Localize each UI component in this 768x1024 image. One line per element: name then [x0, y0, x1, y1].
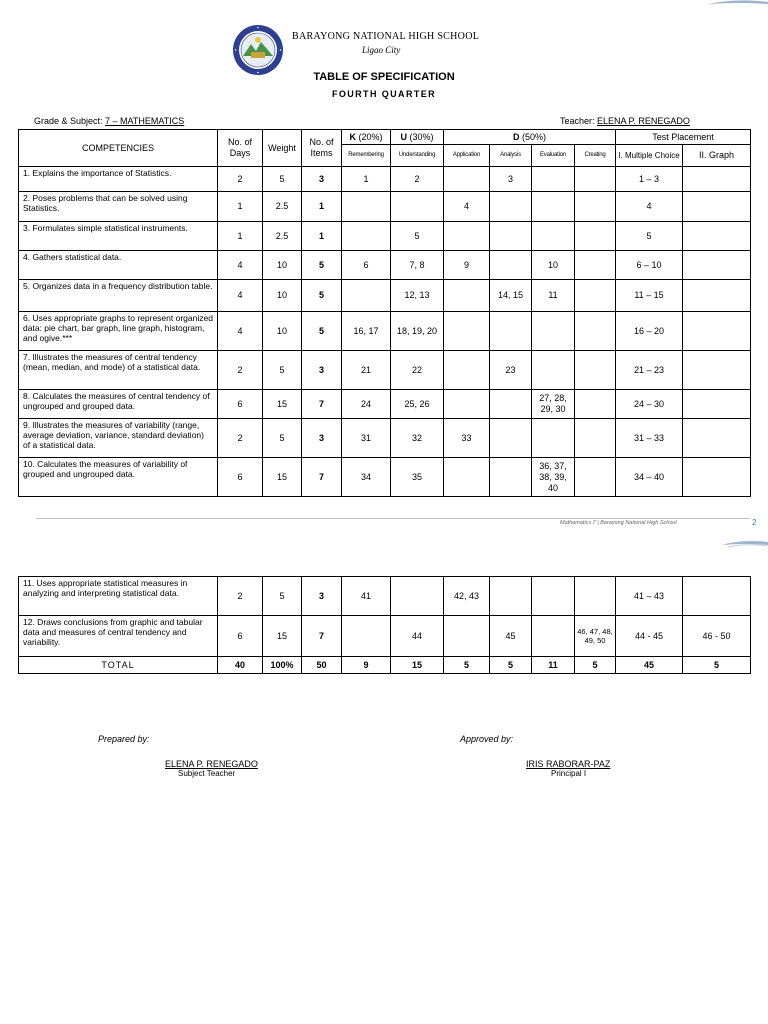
specification-table-continued: [18, 576, 751, 674]
cell-items: 3: [302, 419, 342, 458]
table-row: [19, 390, 751, 419]
school-name: BARAYONG NATIONAL HIGH SCHOOL: [292, 31, 480, 42]
cell-competency: 3. Formulates simple statistical instruments.: [19, 222, 218, 251]
cell-analysis: [490, 390, 532, 419]
cell-days: 4: [218, 312, 263, 351]
cell-weight: 15: [263, 390, 302, 419]
cell-creating: 46, 47, 48, 49, 50: [575, 616, 616, 657]
cell-weight: 5: [263, 419, 302, 458]
cell-remembering: 1: [342, 167, 391, 192]
cell-creating: [575, 390, 616, 419]
cell-evaluation: 36, 37, 38, 39, 40: [532, 458, 575, 497]
cell-evaluation: 27, 28, 29, 30: [532, 390, 575, 419]
cell-creating: [575, 167, 616, 192]
cell-graph: 46 - 50: [683, 616, 751, 657]
cell-creating: [575, 577, 616, 616]
cell-analysis: [490, 419, 532, 458]
grade-subject-label: Grade & Subject:: [34, 116, 106, 126]
total-understanding: 15: [391, 657, 444, 674]
header-competencies: COMPETENCIES: [19, 130, 218, 167]
cell-analysis: 14, 15: [490, 280, 532, 312]
header-weight: Weight: [263, 130, 302, 167]
cell-multiple-choice: 4: [616, 192, 683, 222]
cell-understanding: 5: [391, 222, 444, 251]
total-multiple-choice: 45: [616, 657, 683, 674]
cell-creating: [575, 192, 616, 222]
cell-analysis: [490, 192, 532, 222]
cell-days: 6: [218, 616, 263, 657]
cell-understanding: 7, 8: [391, 251, 444, 280]
cell-days: 1: [218, 192, 263, 222]
cell-remembering: 24: [342, 390, 391, 419]
cell-graph: [683, 351, 751, 390]
cell-application: [444, 167, 490, 192]
cell-multiple-choice: 31 – 33: [616, 419, 683, 458]
cell-competency: 10. Calculates the measures of variability of grouped and ungrouped data.: [19, 458, 218, 497]
cell-remembering: 31: [342, 419, 391, 458]
cell-items: 5: [302, 280, 342, 312]
cell-creating: [575, 351, 616, 390]
cell-items: 1: [302, 222, 342, 251]
header-evaluation: Evaluation: [532, 145, 575, 167]
approved-by-name: IRIS RABORAR-PAZ: [526, 759, 611, 769]
header-u-letter: U: [400, 131, 407, 142]
cell-remembering: [342, 192, 391, 222]
cell-analysis: [490, 458, 532, 497]
header-creating: Creating: [575, 145, 616, 167]
header-remembering: Remembering: [342, 145, 391, 167]
header-items: No. of Items: [302, 130, 342, 167]
cell-understanding: [391, 577, 444, 616]
cell-items: 7: [302, 616, 342, 657]
school-city: Ligao City: [362, 45, 401, 55]
table-row: [19, 351, 751, 390]
cell-competency: 6. Uses appropriate graphs to represent organized data: pie chart, bar graph, line graph, histogram, and ogive.***: [19, 312, 218, 351]
cell-days: 2: [218, 351, 263, 390]
page-number: 2: [752, 518, 757, 527]
cell-weight: 10: [263, 251, 302, 280]
cell-remembering: 16, 17: [342, 312, 391, 351]
cell-application: [444, 312, 490, 351]
cell-graph: [683, 390, 751, 419]
total-analysis: 5: [490, 657, 532, 674]
cell-analysis: 45: [490, 616, 532, 657]
approved-by-role: Principal I: [551, 769, 587, 778]
total-items: 50: [302, 657, 342, 674]
cell-graph: [683, 419, 751, 458]
table-row: [19, 419, 751, 458]
cell-understanding: 25, 26: [391, 390, 444, 419]
cell-days: 2: [218, 577, 263, 616]
cell-analysis: [490, 577, 532, 616]
cell-graph: [683, 251, 751, 280]
table-row: [19, 222, 751, 251]
cell-graph: [683, 577, 751, 616]
cell-remembering: [342, 616, 391, 657]
cell-application: [444, 390, 490, 419]
cell-understanding: 22: [391, 351, 444, 390]
total-weight: 100%: [263, 657, 302, 674]
cell-understanding: 18, 19, 20: [391, 312, 444, 351]
header-days: No. of Days: [218, 130, 263, 167]
table-row: [19, 616, 751, 657]
header-doing: [444, 130, 616, 145]
cell-creating: [575, 280, 616, 312]
cell-analysis: [490, 222, 532, 251]
total-evaluation: 11: [532, 657, 575, 674]
cell-evaluation: [532, 616, 575, 657]
cell-graph: [683, 312, 751, 351]
header-application: Application: [444, 145, 490, 167]
cell-items: 7: [302, 458, 342, 497]
cell-creating: [575, 222, 616, 251]
header-graph: II. Graph: [683, 145, 751, 167]
cell-understanding: 35: [391, 458, 444, 497]
cell-competency: 4. Gathers statistical data.: [19, 251, 218, 280]
cell-creating: [575, 458, 616, 497]
grade-subject-value: 7 – MATHEMATICS: [105, 116, 185, 126]
cell-evaluation: [532, 312, 575, 351]
cell-days: 2: [218, 167, 263, 192]
prepared-by-name: ELENA P. RENEGADO: [165, 759, 258, 769]
cell-days: 6: [218, 390, 263, 419]
cell-application: 42, 43: [444, 577, 490, 616]
prepared-by-label: Prepared by:: [98, 734, 150, 744]
header-d-percent: (50%): [519, 131, 547, 142]
corner-swoosh-top: [708, 0, 768, 8]
cell-multiple-choice: 34 – 40: [616, 458, 683, 497]
cell-items: 5: [302, 312, 342, 351]
teacher-label: Teacher:: [560, 116, 598, 126]
cell-application: [444, 222, 490, 251]
cell-evaluation: [532, 222, 575, 251]
cell-multiple-choice: 6 – 10: [616, 251, 683, 280]
header-k-percent: (20%): [355, 131, 383, 142]
cell-multiple-choice: 21 – 23: [616, 351, 683, 390]
cell-items: 1: [302, 192, 342, 222]
header-analysis: Analysis: [490, 145, 532, 167]
cell-graph: [683, 222, 751, 251]
document-subtitle: FOURTH QUARTER: [331, 89, 437, 99]
cell-creating: [575, 312, 616, 351]
approved-by-label: Approved by:: [460, 734, 514, 744]
cell-days: 6: [218, 458, 263, 497]
cell-remembering: 34: [342, 458, 391, 497]
teacher-line: [560, 116, 690, 126]
total-remembering: 9: [342, 657, 391, 674]
cell-evaluation: [532, 351, 575, 390]
cell-graph: [683, 280, 751, 312]
prepared-by-role: Subject Teacher: [178, 769, 236, 778]
cell-evaluation: 10: [532, 251, 575, 280]
total-application: 5: [444, 657, 490, 674]
grade-subject-line: [34, 116, 184, 126]
header-knowledge: [342, 130, 391, 145]
table-row: [19, 312, 751, 351]
cell-creating: [575, 251, 616, 280]
footer-text: Mathematics 7 | Barayong National High School: [560, 520, 677, 526]
cell-understanding: [391, 192, 444, 222]
cell-items: 3: [302, 577, 342, 616]
cell-remembering: 41: [342, 577, 391, 616]
cell-analysis: [490, 251, 532, 280]
cell-application: 9: [444, 251, 490, 280]
cell-multiple-choice: 44 - 45: [616, 616, 683, 657]
cell-evaluation: [532, 192, 575, 222]
cell-application: [444, 351, 490, 390]
cell-items: 3: [302, 167, 342, 192]
cell-remembering: [342, 280, 391, 312]
teacher-value: ELENA P. RENEGADO: [597, 116, 690, 126]
cell-competency: 7. Illustrates the measures of central tendency (mean, median, and mode) of a statistical data.: [19, 351, 218, 390]
table-row: [19, 192, 751, 222]
total-days: 40: [218, 657, 263, 674]
header-understanding-group: [391, 130, 444, 145]
cell-evaluation: [532, 577, 575, 616]
cell-items: 3: [302, 351, 342, 390]
cell-weight: 15: [263, 616, 302, 657]
cell-understanding: 44: [391, 616, 444, 657]
footer-divider: [36, 518, 750, 519]
cell-competency: 11. Uses appropriate statistical measures in analyzing and interpreting statistical data.: [19, 577, 218, 616]
cell-multiple-choice: 1 – 3: [616, 167, 683, 192]
corner-swoosh-middle: [722, 538, 768, 550]
cell-multiple-choice: 5: [616, 222, 683, 251]
table-row: [19, 458, 751, 497]
table-row: [19, 577, 751, 616]
cell-weight: 15: [263, 458, 302, 497]
cell-weight: 10: [263, 280, 302, 312]
document-title: TABLE OF SPECIFICATION: [313, 71, 455, 83]
cell-remembering: 21: [342, 351, 391, 390]
cell-evaluation: [532, 419, 575, 458]
cell-application: [444, 458, 490, 497]
cell-application: [444, 280, 490, 312]
cell-competency: 9. Illustrates the measures of variability (range, average deviation, variance, standard deviation) of a statistical data.: [19, 419, 218, 458]
cell-understanding: 12, 13: [391, 280, 444, 312]
total-row: [19, 657, 751, 674]
total-label: TOTAL: [19, 657, 218, 674]
cell-items: 5: [302, 251, 342, 280]
cell-weight: 2.5: [263, 222, 302, 251]
cell-multiple-choice: 41 – 43: [616, 577, 683, 616]
header-multiple-choice: I. Multiple Choice: [616, 145, 683, 167]
cell-competency: 5. Organizes data in a frequency distribution table.: [19, 280, 218, 312]
cell-application: 4: [444, 192, 490, 222]
header-d-letter: D: [513, 131, 520, 142]
cell-remembering: 6: [342, 251, 391, 280]
specification-table: [18, 129, 751, 497]
cell-evaluation: [532, 167, 575, 192]
header-k-letter: K: [349, 131, 356, 142]
cell-analysis: [490, 312, 532, 351]
cell-creating: [575, 419, 616, 458]
cell-weight: 5: [263, 167, 302, 192]
cell-application: 33: [444, 419, 490, 458]
cell-items: 7: [302, 390, 342, 419]
cell-understanding: 32: [391, 419, 444, 458]
cell-multiple-choice: 16 – 20: [616, 312, 683, 351]
table-row: [19, 251, 751, 280]
cell-evaluation: 11: [532, 280, 575, 312]
header-understanding: Understanding: [391, 145, 444, 167]
cell-multiple-choice: 24 – 30: [616, 390, 683, 419]
cell-graph: [683, 167, 751, 192]
cell-competency: 1. Explains the importance of Statistics.: [19, 167, 218, 192]
cell-days: 4: [218, 251, 263, 280]
cell-multiple-choice: 11 – 15: [616, 280, 683, 312]
cell-competency: 2. Poses problems that can be solved using Statistics.: [19, 192, 218, 222]
cell-understanding: 2: [391, 167, 444, 192]
cell-remembering: [342, 222, 391, 251]
header-u-percent: (30%): [406, 131, 434, 142]
header-test-placement: Test Placement: [616, 130, 751, 145]
cell-weight: 5: [263, 577, 302, 616]
cell-competency: 8. Calculates the measures of central tendency of ungrouped and grouped data.: [19, 390, 218, 419]
cell-days: 4: [218, 280, 263, 312]
cell-weight: 5: [263, 351, 302, 390]
cell-days: 1: [218, 222, 263, 251]
cell-analysis: 23: [490, 351, 532, 390]
cell-days: 2: [218, 419, 263, 458]
total-creating: 5: [575, 657, 616, 674]
cell-competency: 12. Draws conclusions from graphic and tabular data and measures of central tendency and variability.: [19, 616, 218, 657]
total-graph: 5: [683, 657, 751, 674]
cell-weight: 10: [263, 312, 302, 351]
table-row: [19, 167, 751, 192]
cell-graph: [683, 458, 751, 497]
cell-weight: 2.5: [263, 192, 302, 222]
cell-application: [444, 616, 490, 657]
table-row: [19, 280, 751, 312]
cell-graph: [683, 192, 751, 222]
cell-analysis: 3: [490, 167, 532, 192]
school-seal-icon: [232, 24, 284, 76]
